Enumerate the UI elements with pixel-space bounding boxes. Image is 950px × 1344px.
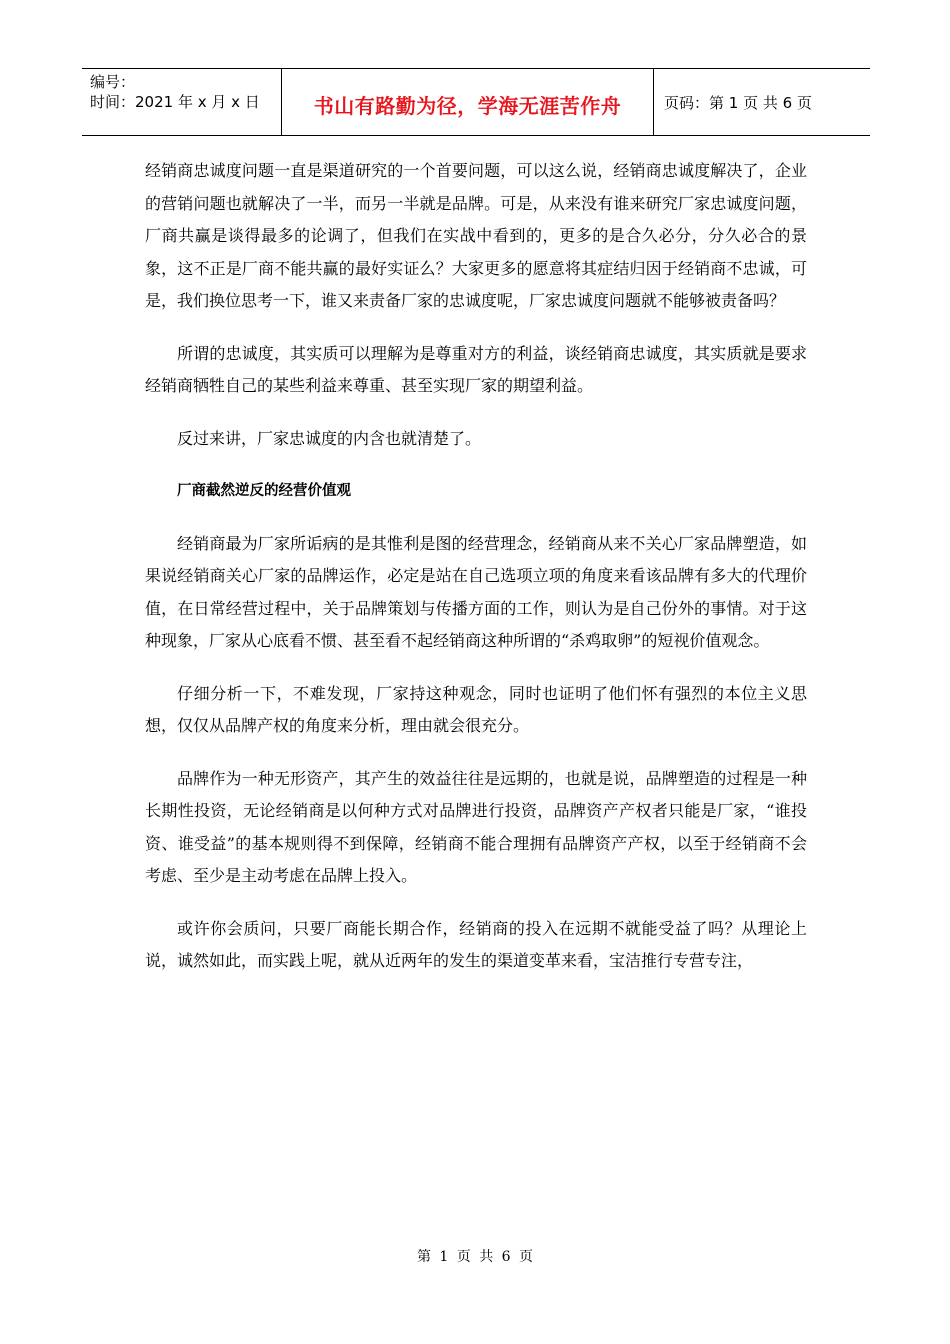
header-meta-cell (82, 69, 281, 135)
header-motto-cell (281, 69, 654, 135)
section-heading: 厂商截然逆反的经营价值观 (177, 483, 351, 499)
header-page-cell (654, 69, 870, 135)
body-paragraph-6: 品牌作为一种无形资产，其产生的效益往往是远期的，也就是说，品牌塑造的过程是一种长期性投资，无论经销商是以何种方式对品牌进行投资，品牌资产产权者只能是厂家，“谁投资、谁受益”的基本规则得不到保障，经销商不能合理拥有品牌资产产权，以至于经销商不会考虑、至少是主动考虑在品牌上投入。 (145, 768, 807, 885)
page-footer: 第 1 页 共 6 页 (416, 1249, 534, 1265)
document-date-label: 时间：2021 年 x 月 x 日 (90, 93, 260, 111)
body-paragraph-2: 所谓的忠诚度，其实质可以理解为是尊重对方的利益，谈经销商忠诚度，其实质就是要求经销商牺牲自己的某些利益来尊重、甚至实现厂家的期望利益。 (145, 343, 807, 395)
document-body (145, 155, 807, 998)
body-paragraph-1: 经销商忠诚度问题一直是渠道研究的一个首要问题，可以这么说，经销商忠诚度解决了，企业的营销问题也就解决了一半，而另一半就是品牌。可是，从来没有谁来研究厂家忠诚度问题，厂商共赢是谈得最多的论调了，但我们在实战中看到的，更多的是合久必分，分久必合的景象，这不正是厂商不能共赢的最好实证么？大家更多的愿意将其症结归因于经销商不忠诚，可是，我们换位思考一下，谁又来责备厂家的忠诚度呢，厂家忠诚度问题就不能够被责备吗？ (145, 161, 807, 310)
document-header (82, 68, 870, 136)
body-paragraph-5: 仔细分析一下，不难发现，厂家持这种观念，同时也证明了他们怀有强烈的本位主义思想，仅仅从品牌产权的角度来分析，理由就会很充分。 (145, 683, 807, 735)
body-paragraph-7: 或许你会质问，只要厂商能长期合作，经销商的投入在远期不就能受益了吗？从理论上说，诚然如此，而实践上呢，就从近两年的发生的渠道变革来看，宝洁推行专营专注， (145, 918, 807, 970)
document-number-label: 编号： (90, 73, 136, 91)
body-paragraph-3: 反过来讲，厂家忠诚度的内含也就清楚了。 (177, 428, 482, 448)
header-page-code: 页码：第 1 页 共 6 页 (664, 93, 812, 112)
header-motto: 书山有路勤为径，学海无涯苦作舟 (313, 93, 622, 118)
body-paragraph-4: 经销商最为厂家所诟病的是其惟利是图的经营理念，经销商从来不关心厂家品牌塑造，如果说经销商关心厂家的品牌运作，必定是站在自己选项立项的角度来看该品牌有多大的代理价值，在日常经营过程中，关于品牌策划与传播方面的工作，则认为是自己份外的事情。对于这种现象，厂家从心底看不惯、甚至看不起经销商这种所谓的“杀鸡取卵”的短视价值观念。 (145, 533, 807, 650)
